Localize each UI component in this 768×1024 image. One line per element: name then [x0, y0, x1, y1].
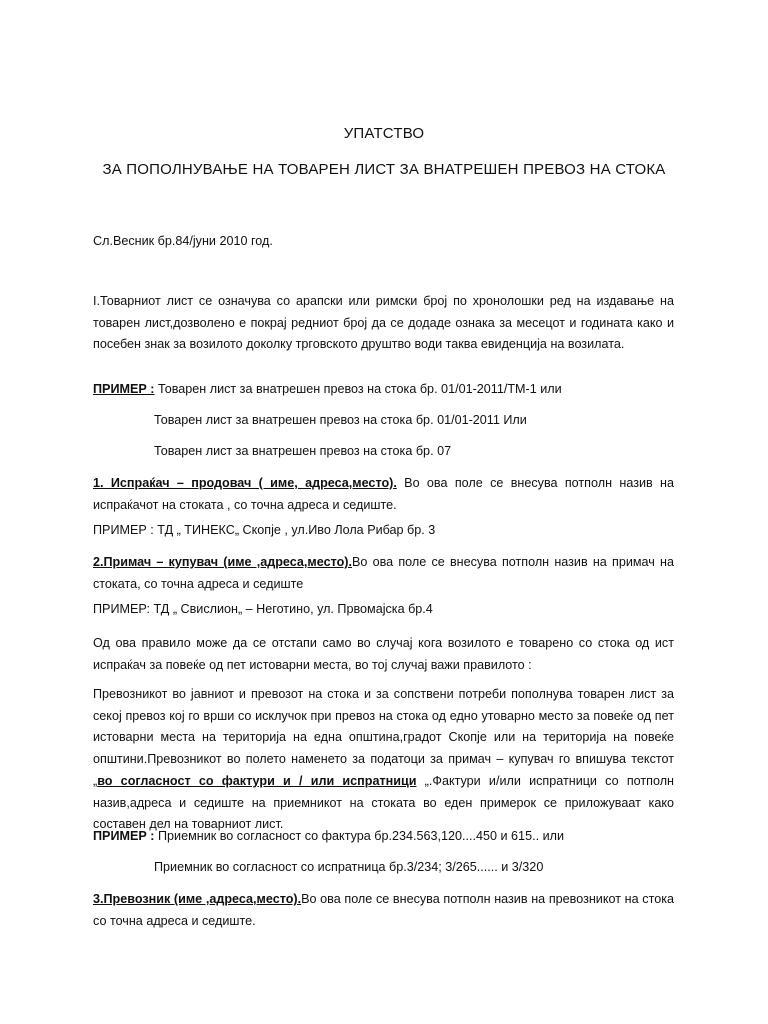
- section-2-text: Во ова поле се внесува потполн назив на примач на стоката, со точна адреса и седиште: [93, 555, 674, 591]
- section-1-sender: [93, 473, 674, 516]
- example-1-line-2: Товарен лист за внатрешен превоз на стока бр. 01/01-2011 Или: [154, 413, 527, 427]
- paragraph-carrier-rule: [93, 684, 674, 836]
- example-label: ПРИМЕР :: [93, 829, 155, 843]
- paragraph-numbering: I.Товарниот лист се означува со арапски или римски број по хронолошки ред на издавање на товарен лист,дозволено е покрај редниот број да се додаде ознака за месецот и годината како и посебен знак за возилото доколку трговското друштво води таква евиденција на возилата.: [93, 294, 674, 352]
- example-1-line-1: [93, 382, 562, 396]
- example-text: Приемник во согласност со фактура бр.234.563,120....450 и 615.. или: [154, 829, 564, 843]
- example-4-line-1: [93, 829, 564, 843]
- gazette-reference: Сл.Весник бр.84/јуни 2010 год.: [93, 234, 273, 248]
- carrier-rule-text-b: „.Фактури и/или испратници со потполн назив,адреса и седиште на приемникот на стоката во еден примерок се приложуваат како составен дел на товарниот лист.: [93, 773, 675, 832]
- carrier-rule-emphasis: во согласност со фактури и / или испратници: [97, 773, 417, 788]
- example-1-line-3: Товарен лист за внатрешен превоз на стока бр. 07: [154, 444, 452, 458]
- section-2-heading: 2.Примач – купувач (име ,адреса,место).: [93, 555, 352, 569]
- paragraph-exception: Од ова правило може да се отстапи само во случај кога возилото е товарено со стока од ист испраќач за повеќе од пет истоварни места, во тој случај важи правилото :: [93, 636, 674, 672]
- section-1-heading: 1. Испраќач – продовач ( име, адреса,место).: [93, 476, 397, 490]
- example-text: Товарен лист за внатрешен превоз на стока бр. 01/01-2011/ТМ-1 или: [154, 382, 562, 396]
- example-label: ПРИМЕР :: [93, 382, 155, 396]
- carrier-rule-text-a: Превозникот во јавниот и превозот на стока и за сопствени потреби пополнува товарен лист за секој превоз кој го врши со исклучок при превоз на стока од едно утоварно место за повеќе од пет истоварни места на територија на една општина,градот Скопје или на територија на повеќе општини.Превозникот во полето наменето за податоци за примач – купувач го впишува текстот „: [93, 687, 674, 788]
- section-2-receiver: [93, 552, 674, 595]
- document-subtitle: ЗА ПОПОЛНУВАЊЕ НА ТОВАРЕН ЛИСТ ЗА ВНАТРЕШЕН ПРЕВОЗ НА СТОКА: [102, 161, 666, 178]
- section-3-text: Во ова поле се внесува потполн назив на превозникот на стока со точна адреса и седиште.: [93, 892, 674, 928]
- section-3-carrier: [93, 889, 674, 932]
- example-2: ПРИМЕР : ТД „ ТИНЕКС„ Скопје , ул.Иво Лола Рибар бр. 3: [93, 523, 436, 537]
- section-3-heading: 3.Превозник (име ,адреса,место).: [93, 892, 302, 906]
- document-title: УПАТСТВО: [343, 125, 425, 142]
- section-1-text: Во ова поле се внесува потполн назив на испраќачот на стоката , со точна адреса и седиште.: [93, 476, 674, 512]
- example-4-line-2: Приемник во согласност со испратница бр.3/234; 3/265...... и 3/320: [154, 860, 544, 874]
- example-3: ПРИМЕР: ТД „ Свислион„ – Неготино, ул. Првомајска бр.4: [93, 602, 433, 616]
